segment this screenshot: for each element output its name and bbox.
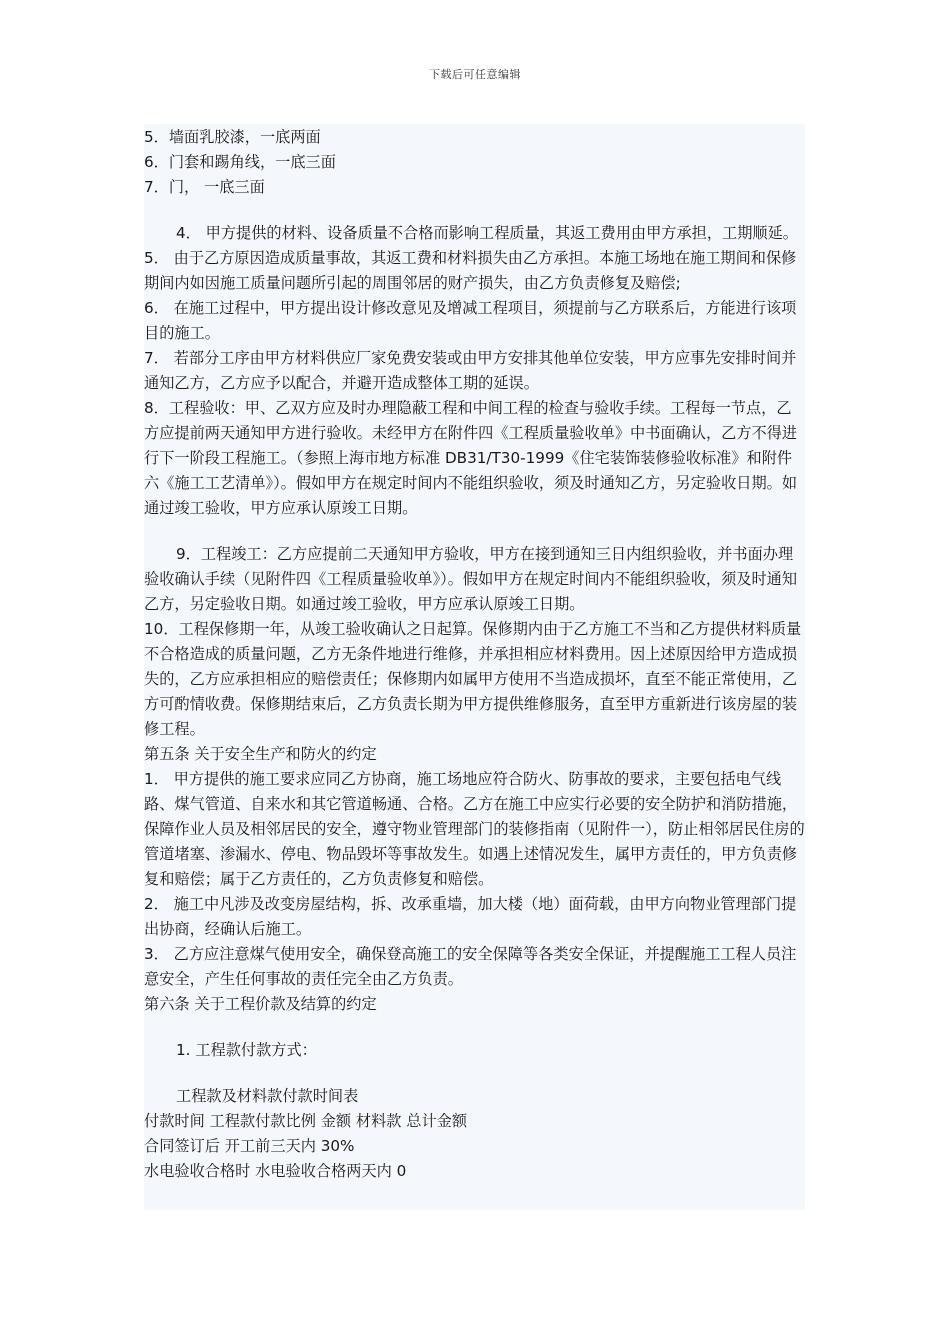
clause-paragraph: 6． 在施工过程中，甲方提出设计修改意见及增减工程项目，须提前与乙方联系后，方能进行该项目的施工。 <box>144 299 797 342</box>
clause-paragraph: 1. 工程款付款方式： <box>176 1041 317 1059</box>
spacer <box>144 1063 805 1084</box>
clause-paragraph: 5． 由于乙方原因造成质量事故，其返工费和材料损失由乙方承担。本施工场地在施工期间和保修期间内如因施工质量问题所引起的周围邻居的财产损失，由乙方负责修复及赔偿; <box>144 249 797 292</box>
section-heading: 第五条 关于安全生产和防火的约定 <box>144 745 377 763</box>
clause-paragraph: 10．工程保修期一年，从竣工验收确认之日起算。保修期内由于乙方施工不当和乙方提供材料质量不合格造成的质量问题，乙方无条件地进行维修，并承担相应材料费用。因上述原因给甲方造成损失的，乙方应承担相应的赔偿责任；保修期内如属甲方使用不当造成损坏，直至不能正常使用，乙方可酌情收费。保修期结束后，乙方负责长期为甲方提供维修服务，直至甲方重新进行该房屋的装修工程。 <box>144 620 802 738</box>
clause-paragraph: 9．工程竣工：乙方应提前二天通知甲方验收，甲方在接到通知三日内组织验收，并书面办理验收确认手续（见附件四《工程质量验收单》）。假如甲方在规定时间内不能组织验收，须及时通知乙方，另定验收日期。如通过竣工验收，甲方应承认原竣工日期。 <box>144 545 798 613</box>
table-title: 工程款及材料款付款时间表 <box>176 1087 359 1105</box>
spacer <box>144 521 805 542</box>
table-header-row: 付款时间 工程款付款比例 金额 材料款 总计金额 <box>144 1112 468 1130</box>
list-item: 6．门套和踢角线，一底三面 <box>144 153 336 171</box>
document-body <box>144 124 805 1210</box>
clause-paragraph: 3． 乙方应注意煤气使用安全，确保登高施工的安全保障等各类安全保证，并提醒施工工程人员注意安全，产生任何事故的责任完全由乙方负责。 <box>144 945 797 988</box>
clause-paragraph: 1． 甲方提供的施工要求应同乙方协商，施工场地应符合防火、防事故的要求，主要包括电气线路、煤气管道、自来水和其它管道畅通、合格。乙方在施工中应实行必要的安全防护和消防措施，保障作业人员及相邻居民的安全，遵守物业管理部门的装修指南（见附件一），防止相邻居民住房的管道堵塞、渗漏水、停电、物品毁坏等事故发生。如遇上述情况发生，属甲方责任的，甲方负责修复和赔偿；属于乙方责任的，乙方负责修复和赔偿。 <box>144 770 805 888</box>
clause-paragraph: 2． 施工中凡涉及改变房屋结构，拆、改承重墙，加大楼（地）面荷载，由甲方向物业管理部门提出协商，经确认后施工。 <box>144 895 797 938</box>
clause-paragraph: 8．工程验收：甲、乙双方应及时办理隐蔽工程和中间工程的检查与验收手续。工程每一节点，乙方应提前两天通知甲方进行验收。未经甲方在附件四《工程质量验收单》中书面确认，乙方不得进行下一阶段工程施工。（参照上海市地方标准 DB31/T30-1999《住宅装饰装修验收标准》和附件六《施工工艺清单》）。假如甲方在规定时间内不能组织验收，须及时通知乙方，另定验收日期。如通过竣工验收，甲方应承认原竣工日期。 <box>144 399 798 517</box>
clause-paragraph: 7． 若部分工序由甲方材料供应厂家免费安装或由甲方安排其他单位安装，甲方应事先安排时间并通知乙方，乙方应予以配合，并避开造成整体工期的延误。 <box>144 349 797 392</box>
list-item: 5．墙面乳胶漆，一底两面 <box>144 128 321 146</box>
spacer <box>144 200 805 221</box>
spacer <box>144 1017 805 1038</box>
page-header: 下载后可任意编辑 <box>429 68 521 81</box>
clause-paragraph: 4． 甲方提供的材料、设备质量不合格而影响工程质量，其返工费用由甲方承担，工期顺延。 <box>176 224 798 242</box>
table-row: 水电验收合格时 水电验收合格两天内 0 <box>144 1162 407 1180</box>
table-row: 合同签订后 开工前三天内 30% <box>144 1137 355 1155</box>
list-item: 7．门， 一底三面 <box>144 178 265 196</box>
section-heading: 第六条 关于工程价款及结算的约定 <box>144 995 377 1013</box>
